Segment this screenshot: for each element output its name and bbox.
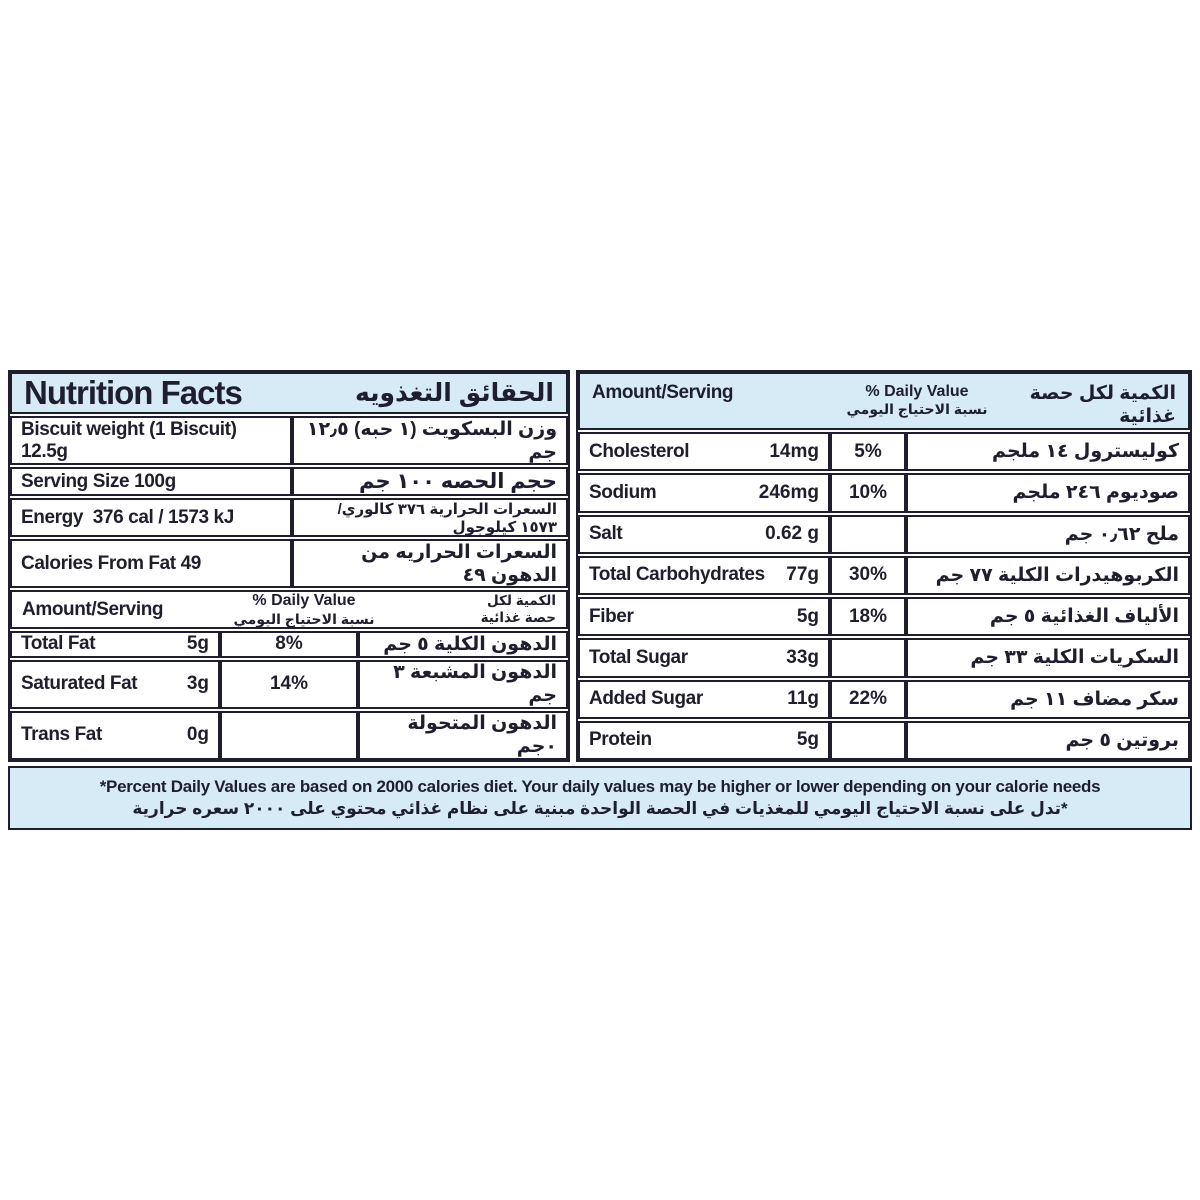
nutrient-label-ar: ملح ٠٫٦٢ جم bbox=[904, 517, 1188, 552]
nutrient-cell bbox=[580, 682, 828, 717]
daily-value-header bbox=[822, 382, 1012, 418]
nutrient-label-ar: الدهون المتحولة ٠جم bbox=[356, 713, 566, 758]
nutrient-amount: 3g bbox=[186, 673, 209, 695]
nutrient-cell bbox=[580, 640, 828, 675]
nutrient-label: Total Fat bbox=[21, 633, 96, 655]
nutrient-row-fiber bbox=[578, 597, 1190, 636]
nutrient-dv: 8% bbox=[218, 633, 356, 656]
title-row bbox=[10, 372, 568, 414]
info-row-energy bbox=[10, 498, 568, 537]
nutrition-facts-title-ar: الحقائق التغذويه bbox=[354, 379, 554, 407]
per-serving-header-ar-line2: حصة غذائية bbox=[480, 609, 556, 625]
nutrient-label-ar: بروتين ٥ جم bbox=[904, 723, 1188, 758]
amount-serving-header: Amount/Serving bbox=[22, 598, 164, 620]
nutrient-row-added-sugar bbox=[578, 680, 1190, 719]
nutrient-row-cholesterol bbox=[578, 432, 1190, 471]
nutrient-label: Total Sugar bbox=[589, 646, 688, 668]
nutrient-row-total-carbohydrates bbox=[578, 556, 1190, 595]
nutrient-dv: 5% bbox=[828, 434, 904, 469]
footnote-en: *Percent Daily Values are based on 2000 calories diet. Your daily values may be higher or lower depending on your calorie needs bbox=[99, 777, 1101, 796]
per-serving-header-ar: الكمية لكل حصة غذائية bbox=[1029, 383, 1176, 427]
nutrient-label-ar: صوديوم ٢٤٦ ملجم bbox=[904, 475, 1188, 510]
info-label-en: Serving Size 100g bbox=[21, 470, 176, 492]
nutrient-cell bbox=[12, 713, 218, 758]
nutrient-label-ar: كوليسترول ١٤ ملجم bbox=[904, 434, 1188, 469]
nutrition-facts-title-en: Nutrition Facts bbox=[24, 374, 242, 411]
nutrient-amount: 33g bbox=[786, 646, 819, 668]
nutrient-label: Cholesterol bbox=[589, 440, 690, 462]
nutrient-dv bbox=[828, 517, 904, 552]
nutrient-dv: 18% bbox=[828, 599, 904, 634]
nutrient-row-protein bbox=[578, 721, 1190, 760]
info-label-en: Calories From Fat 49 bbox=[21, 552, 201, 574]
nutrient-label-ar: الألياف الغذائية ٥ جم bbox=[904, 599, 1188, 634]
left-panel bbox=[8, 370, 570, 762]
footnote-ar: *تدل على نسبة الاحتياج اليومي للمغذيات في الحصة الواحدة مبنية على نظام غذائي محتوي على ٢٠٠٠ سعره حرارية bbox=[132, 799, 1068, 818]
nutrient-dv: 30% bbox=[828, 558, 904, 593]
daily-value-header-ar: نسبة الاحتياج اليومي bbox=[846, 401, 988, 418]
nutrient-label: Sodium bbox=[589, 481, 657, 503]
nutrient-cell bbox=[580, 599, 828, 634]
nutrient-label: Protein bbox=[589, 729, 652, 751]
nutrient-amount: 11g bbox=[787, 688, 819, 710]
per-serving-header-ar-line1: الكمية لكل bbox=[486, 593, 556, 609]
nutrient-dv bbox=[828, 723, 904, 758]
daily-value-header-en: % Daily Value bbox=[865, 383, 969, 400]
nutrient-label: Trans Fat bbox=[21, 724, 102, 746]
daily-value-header-ar: نسبة الاحتياج اليومي bbox=[233, 610, 375, 627]
nutrient-dv: 14% bbox=[218, 662, 356, 707]
info-label-ar: السعرات الحرارية ٣٧٦ كالوري/ ١٥٧٣ كيلوجول bbox=[290, 500, 566, 535]
nutrient-dv: 22% bbox=[828, 682, 904, 717]
nutrient-cell bbox=[12, 662, 218, 707]
nutrient-amount: 246mg bbox=[758, 481, 819, 503]
nutrient-label-ar: سكر مضاف ١١ جم bbox=[904, 682, 1188, 717]
nutrient-label: Salt bbox=[589, 523, 623, 545]
nutrient-amount: 0g bbox=[186, 724, 209, 746]
nutrient-label: Added Sugar bbox=[589, 688, 703, 710]
nutrient-label-ar: الدهون الكلية ٥ جم bbox=[356, 633, 566, 656]
nutrient-cell bbox=[580, 558, 828, 593]
nutrient-label-ar: الكربوهيدرات الكلية ٧٧ جم bbox=[904, 558, 1188, 593]
nutrient-row-salt bbox=[578, 515, 1190, 554]
nutrient-cell bbox=[580, 475, 828, 510]
info-label-ar: السعرات الحراريه من الدهون ٤٩ bbox=[290, 541, 566, 586]
daily-value-header bbox=[202, 592, 406, 626]
nutrient-row-trans-fat bbox=[10, 711, 568, 760]
nutrient-row-total-fat bbox=[10, 631, 568, 658]
nutrient-row-total-sugar bbox=[578, 638, 1190, 677]
right-panel bbox=[576, 370, 1192, 762]
info-label-ar: وزن البسكويت (١ حبه) ١٢٫٥ جم bbox=[290, 418, 566, 463]
nutrient-amount: 5g bbox=[796, 729, 819, 751]
nutrient-dv bbox=[218, 713, 356, 758]
daily-value-header-en: % Daily Value bbox=[252, 592, 356, 610]
column-header-row bbox=[10, 590, 568, 628]
nutrient-cell bbox=[580, 517, 828, 552]
info-row-calories-from-fat bbox=[10, 539, 568, 588]
info-label-ar: حجم الحصه ١٠٠ جم bbox=[290, 469, 566, 494]
nutrient-amount: 5g bbox=[186, 633, 209, 655]
per-serving-header-ar bbox=[406, 593, 556, 625]
info-label-en: Biscuit weight (1 Biscuit) 12.5g bbox=[21, 418, 247, 462]
nutrient-label: Total Carbohydrates bbox=[589, 564, 765, 586]
amount-serving-header: Amount/Serving bbox=[592, 382, 734, 403]
nutrient-cell bbox=[12, 633, 218, 656]
daily-values-footnote bbox=[8, 766, 1192, 830]
nutrient-amount: 0.62 g bbox=[765, 523, 819, 545]
nutrient-label: Saturated Fat bbox=[21, 673, 138, 695]
info-label-en: Energy 376 cal / 1573 kJ bbox=[21, 506, 234, 528]
info-row-serving-size bbox=[10, 467, 568, 496]
column-header-row bbox=[578, 372, 1190, 430]
nutrient-dv: 10% bbox=[828, 475, 904, 510]
nutrient-cell bbox=[580, 434, 828, 469]
nutrient-label-ar: الدهون المشبعة ٣ جم bbox=[356, 662, 566, 707]
nutrient-row-sodium bbox=[578, 473, 1190, 512]
nutrient-row-saturated-fat bbox=[10, 660, 568, 709]
nutrient-amount: 14mg bbox=[769, 440, 819, 462]
info-row-biscuit-weight bbox=[10, 416, 568, 465]
nutrient-cell bbox=[580, 723, 828, 758]
nutrient-amount: 5g bbox=[796, 605, 819, 627]
nutrient-label-ar: السكريات الكلية ٣٣ جم bbox=[904, 640, 1188, 675]
nutrient-label: Fiber bbox=[589, 605, 634, 627]
nutrient-dv bbox=[828, 640, 904, 675]
nutrient-amount: 77g bbox=[786, 564, 819, 586]
